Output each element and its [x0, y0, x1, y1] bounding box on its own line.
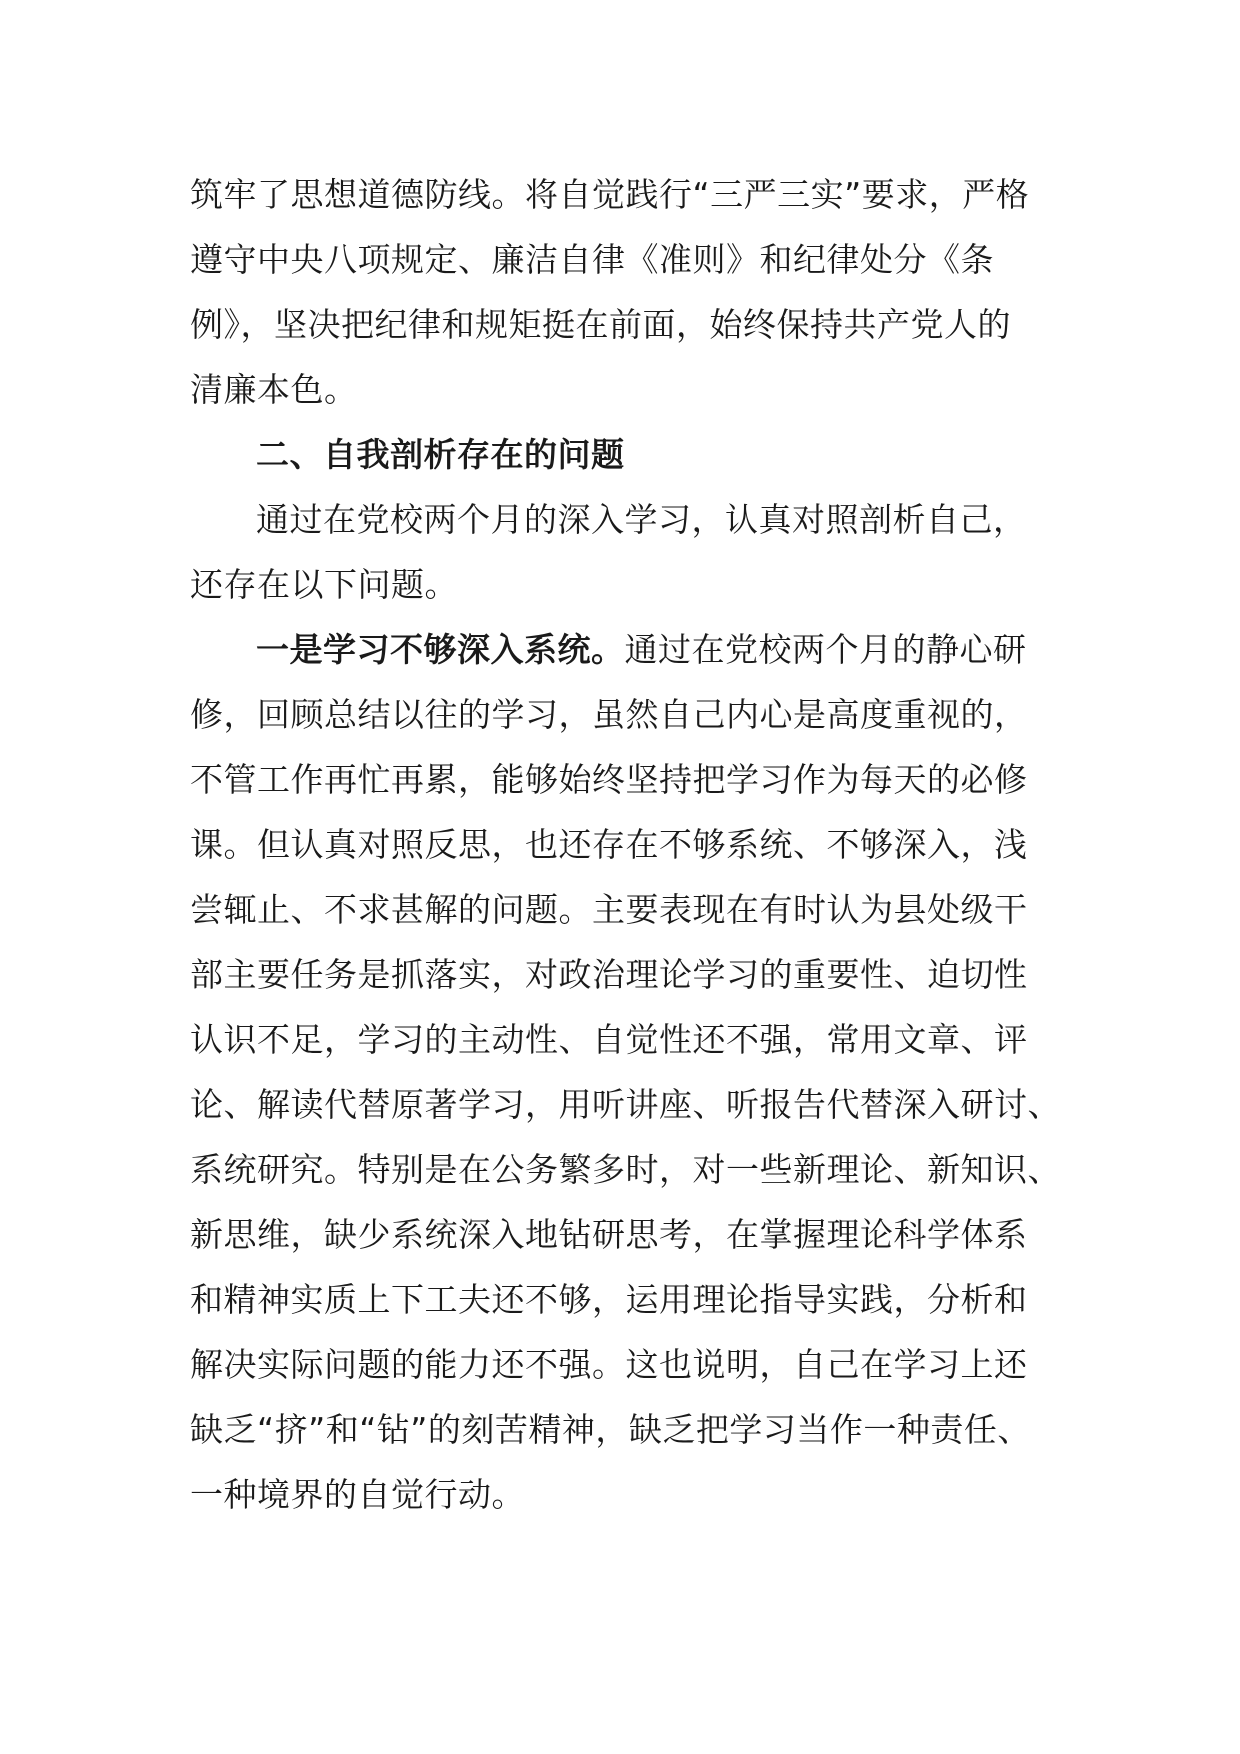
paragraph-line: 课。但认真对照反思，也还存在不够系统、不够深入，浅 — [190, 825, 1028, 864]
paragraph-line: 不管工作再忙再累，能够始终坚持把学习作为每天的必修 — [190, 760, 1028, 799]
paragraph-line: 缺乏“挤”和“钻”的刻苦精神，缺乏把学习当作一种责任、 — [190, 1410, 1031, 1449]
paragraph-line: 论、解读代替原著学习，用听讲座、听报告代替深入研讨、 — [190, 1085, 1061, 1124]
section-heading: 二、自我剖析存在的问题 — [256, 435, 625, 474]
point-first-line-text: 通过在党校两个月的静心研 — [624, 630, 1027, 669]
point-first-line — [256, 625, 1076, 675]
paragraph-line: 系统研究。特别是在公务繁多时，对一些新理论、新知识、 — [190, 1150, 1061, 1189]
paragraph-line: 一种境界的自觉行动。 — [190, 1475, 525, 1514]
intro-line: 还存在以下问题。 — [190, 565, 458, 604]
paragraph-line: 和精神实质上下工夫还不够，运用理论指导实践，分析和 — [190, 1280, 1028, 1319]
paragraph-line: 筑牢了思想道德防线。将自觉践行“三严三实”要求，严格 — [190, 175, 1030, 214]
point-lead: 一是学习不够深入系统。 — [256, 630, 625, 669]
paragraph-line: 新思维，缺少系统深入地钻研思考，在掌握理论科学体系 — [190, 1215, 1028, 1254]
paragraph-line: 解决实际问题的能力还不强。这也说明，自己在学习上还 — [190, 1345, 1028, 1384]
paragraph-line: 清廉本色。 — [190, 370, 358, 409]
paragraph-line: 例》，坚决把纪律和规矩挺在前面，始终保持共产党人的 — [190, 305, 1011, 344]
paragraph-line: 修，回顾总结以往的学习，虽然自己内心是高度重视的， — [190, 695, 1028, 734]
paragraph-line: 认识不足，学习的主动性、自觉性还不强，常用文章、评 — [190, 1020, 1028, 1059]
paragraph-line: 尝辄止、不求甚解的问题。主要表现在有时认为县处级干 — [190, 890, 1028, 929]
intro-line: 通过在党校两个月的深入学习，认真对照剖析自己， — [256, 500, 1027, 539]
paragraph-line: 遵守中央八项规定、廉洁自律《准则》和纪律处分《条 — [190, 240, 994, 279]
paragraph-line: 部主要任务是抓落实，对政治理论学习的重要性、迫切性 — [190, 955, 1028, 994]
